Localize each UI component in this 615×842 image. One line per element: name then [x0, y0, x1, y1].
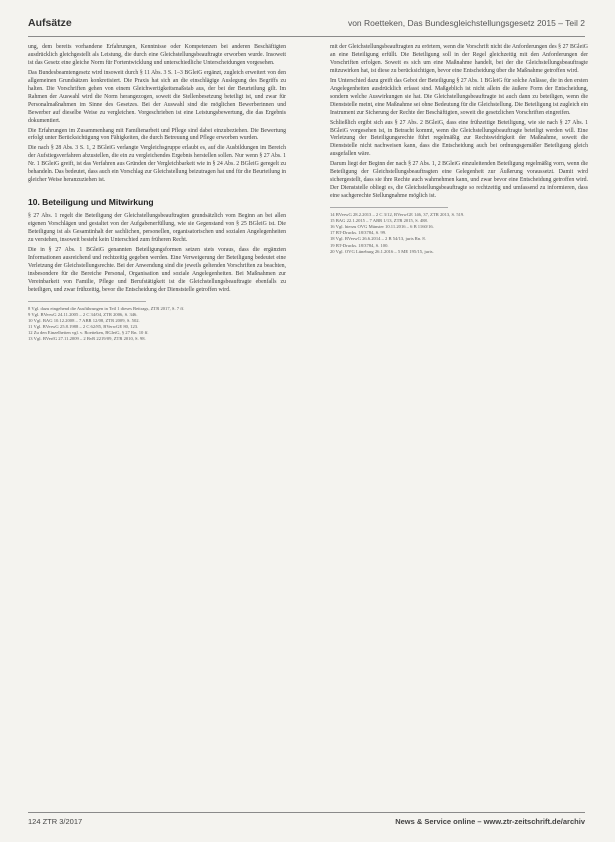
paragraph: mit der Gleichstellungsbeauftragten zu erörtern, wenn die Vorschrift nicht die Anforderungen des § 27 BGleiG an eine Beteiligung erfüllt. Die Beteiligung soll in der Regel gleichzeitig mit den Anforderungen der Vorschriften erfolgen. Soweit es sich um eine Maßnahme handelt, bei der die Gleichstellungsbeauftragte mitzuwirken hat, ist diese zu berücksichtigen, bevor eine Entscheidung über die Maßnahme getroffen wird. — [330, 44, 588, 74]
footnote: 9 Vgl. BVerwG 24.11.2005 – 2 C 34/04, ZTR 2006, S. 346. — [28, 311, 138, 317]
page-header — [28, 14, 585, 37]
paragraph: Die nach § 28 Abs. 3 S. 1, 2 BGleiG verlangte Vergleichsgruppe erlaubt es, auf die Ausbildungen im Bereich der Aufstiegsverfahren abzustellen, die ein zu vergleichendes Ergebnis herstellen sollen. Nur wenn § 27 Abs. 1 Nr. 1 BGleiG greift, ist das Verfahren aus Gründen der Vergleichbarkeit wie in § 24 Abs. 2 BGleiG geregelt zu behandeln. Das bedeutet, dass auch ein Vorschlag zur Gleichstellung beizutragen hat und für die Beurteilung in gleicher Weise heranzuziehen ist. — [28, 145, 286, 184]
paragraph: ung, dem bereits vorhandene Erfahrungen, Kenntnisse oder Kompetenzen bei anderen Beschäftigten ausdrücklich gleichgestellt als Leistung, die durch eine Gleichstellungsbeauftragte erworben wurde. Insoweit ist das Gesetz eine gleiche Norm für Fortentwicklung und unterschiedliche Unterscheidungen vorgesehen. — [28, 44, 286, 66]
footnote: 13 Vgl. BVerfG 27.11.2009 – 2 BvR 2219/09, ZTR 2010, S. 98. — [28, 336, 146, 342]
footnote: 16 Vgl. hierzu OVG Münster 10.11.2016 – 6 B 1160/16. — [330, 224, 434, 230]
archive-link[interactable]: News & Service online – www.ztr-zeitschrift.de/archiv — [395, 817, 585, 826]
footnote: 19 BT-Drucks. 18/3784, S. 100. — [330, 242, 389, 248]
paragraph: Das Bundesbeamtengesetz wird insoweit durch § 11 Abs. 3 S. 1–3 BGleiG ergänzt, zugleich erweitert von den allgemeinen Grundsätzen konkretisiert. Die Praxis hat sich an die einschlägige Auslegung des Begriffs zu halten. Die Vorschriften gehen von einem Gleichwertigkeitsmaßstab aus, der bei der Beurteilung gilt. Im Rahmen der Auswahl wird die Norm herangezogen, soweit die Stellenbesetzung beteiligt ist, und zwar für Personalmaßnahmen im Sinne des Gesetzes. Bei der Auswahl sind die möglichen Bewerberinnen und Bewerber auf dieselbe Weise zu vergleichen. Vorgeschrieben ist eine Leistungsbewertung, die das Ergebnis dokumentiert. — [28, 69, 286, 124]
left-column — [28, 44, 286, 342]
footnote: 14 BVerwG 28.2.2013 – 2 C 3/12, BVerwGE 146, 37, ZTR 2013, S. 519. — [330, 212, 465, 218]
footnote: 12 Zu den Einzelheiten vgl. v. Roetteken, BGleiG, § 27 Rn. 10 ff. — [28, 330, 149, 336]
footnote: 8 Vgl. dazu eingehend die Ausführungen in Teil 1 dieses Beitrags, ZTR 2017, S. 7 ff. — [28, 305, 185, 311]
footnote-divider — [330, 207, 448, 208]
section-tag: Aufsätze — [28, 17, 72, 29]
footnote-divider — [28, 301, 146, 302]
paragraph: Die Erfahrungen im Zusammenhang mit Familienarbeit und Pflege sind dabei einzubeziehen. Die Bewertung erfolgt unter Berücksichtigung von Fähigkeiten, die durch Betreuung und Pflege erworben wurden. — [28, 127, 286, 142]
paragraph: Im Unterschied dazu greift das Gebot der Beteiligung § 27 Abs. 1 BGleiG für solche Anlässe, die in den ersten Angelegenheiten ausdrücklich erfasst sind. Maßgeblich ist nicht allein die äußere Form der Entscheidung, sondern welche Auswirkungen sie hat. Die Gleichstellungsbeauftragte ist auch dann zu beteiligen, wenn die Dienststelle meint, eine Maßnahme sei ohne Bedeutung für die Gleichstellung. Die Beteiligung ist zugleich ein Instrument zur Sicherung der Rechte der Beschäftigten, soweit die gesetzlichen Vorschriften eingreifen. — [330, 77, 588, 116]
right-column — [330, 44, 588, 255]
paragraph: § 27 Abs. 1 regelt die Beteiligung der Gleichstellungsbeauftragten grundsätzlich vom Beginn an bei allen eigenen Vorschlägen und gestaltet von der Aufgabenerfüllung, wie sie Gegenstand von § 25 BGleiG ist. Die Beteiligung ist als Gesamtinhalt der sachlichen, personellen, organisatorischen und sozialen Angelegenheiten zu verstehen, insoweit besteht kein Unterschied zum früheren Recht. — [28, 213, 286, 244]
paragraph: Die in § 27 Abs. 1 BGleiG genannten Beteiligungsformen setzen stets voraus, dass die ergänzten Informationen ausreichend und rechtzeitig gegeben werden. Eine Verweigerung der Beteiligung bedeutet eine Verletzung der Gleichstellungsrechte. Bei der Anwendung sind die jeweils geltenden Vorschriften zu beachten, insbesondere für die Bereiche Personal, Organisation und soziale Angelegenheiten. Bei Maßnahmen zur Vereinbarkeit von Familie, Pflege und Berufstätigkeit ist die Gleichstellungsbeauftragte ebenfalls zu beteiligen, und zwar frühzeitig, bevor die Entscheidung der Dienststelle getroffen wird. — [28, 247, 286, 293]
paragraph: Schließlich ergibt sich aus § 27 Abs. 2 BGleiG, dass eine frühzeitige Beteiligung, wie sie nach § 27 Abs. 1 BGleiG vorgesehen ist, in Betracht kommt, wenn die Gleichstellungsbeauftragte beteiligt werden will. Eine Verletzung der Beteiligungsrechte führt regelmäßig zur Rechtswidrigkeit der Maßnahme, soweit die Dienststelle nicht nachweisen kann, dass die Entscheidung auch bei ordnungsgemäßer Beteiligung gleich ausgefallen wäre. — [330, 119, 588, 158]
footnote: 17 BT-Drucks. 18/3784, S. 99. — [330, 230, 387, 236]
footnote: 18 Vgl. BVerwG 26.6.2014 – 2 B 54/13, juris Rn. 8. — [330, 236, 426, 242]
footnote: 10 Vgl. BAG 10.12.2008 – 7 ABR 12/08, ZTR 2009, S. 502. — [28, 317, 140, 323]
section-heading: 10. Beteiligung und Mitwirkung — [28, 197, 154, 208]
footnote: 20 Vgl. OVG Lüneburg 26.1.2016 – 5 ME 195/15, juris. — [330, 248, 434, 254]
footnote: 15 BAG 22.1.2015 – 7 ABR 1/13, ZTR 2015, S. 488. — [330, 218, 429, 224]
paragraph: Darum liegt der Beginn der nach § 27 Abs. 1, 2 BGleiG einzuleitenden Beteiligung regelmäßig vorn, wenn die Beteiligung der Gleichstellungsbeauftragten eine Gelegenheit zur Äußerung voraussetzt. Damit wird sichergestellt, dass sie ihre Rechte auch wahrnehmen kann, und zwar bevor eine Entscheidung getroffen wird. Der Dienststelle obliegt es, die Gleichstellungsbeauftragte so rechtzeitig und umfassend zu informieren, dass eine sachgerechte Stellungnahme möglich ist. — [330, 161, 588, 200]
page-footer — [28, 812, 585, 827]
running-head: von Roetteken, Das Bundesgleichstellungsgesetz 2015 – Teil 2 — [347, 18, 585, 28]
footnote: 11 Vgl. BVerwG 25.8.1988 – 2 C 62/85, BVerwGE 80, 123. — [28, 324, 139, 330]
page-number: 124 ZTR 3/2017 — [28, 817, 83, 826]
